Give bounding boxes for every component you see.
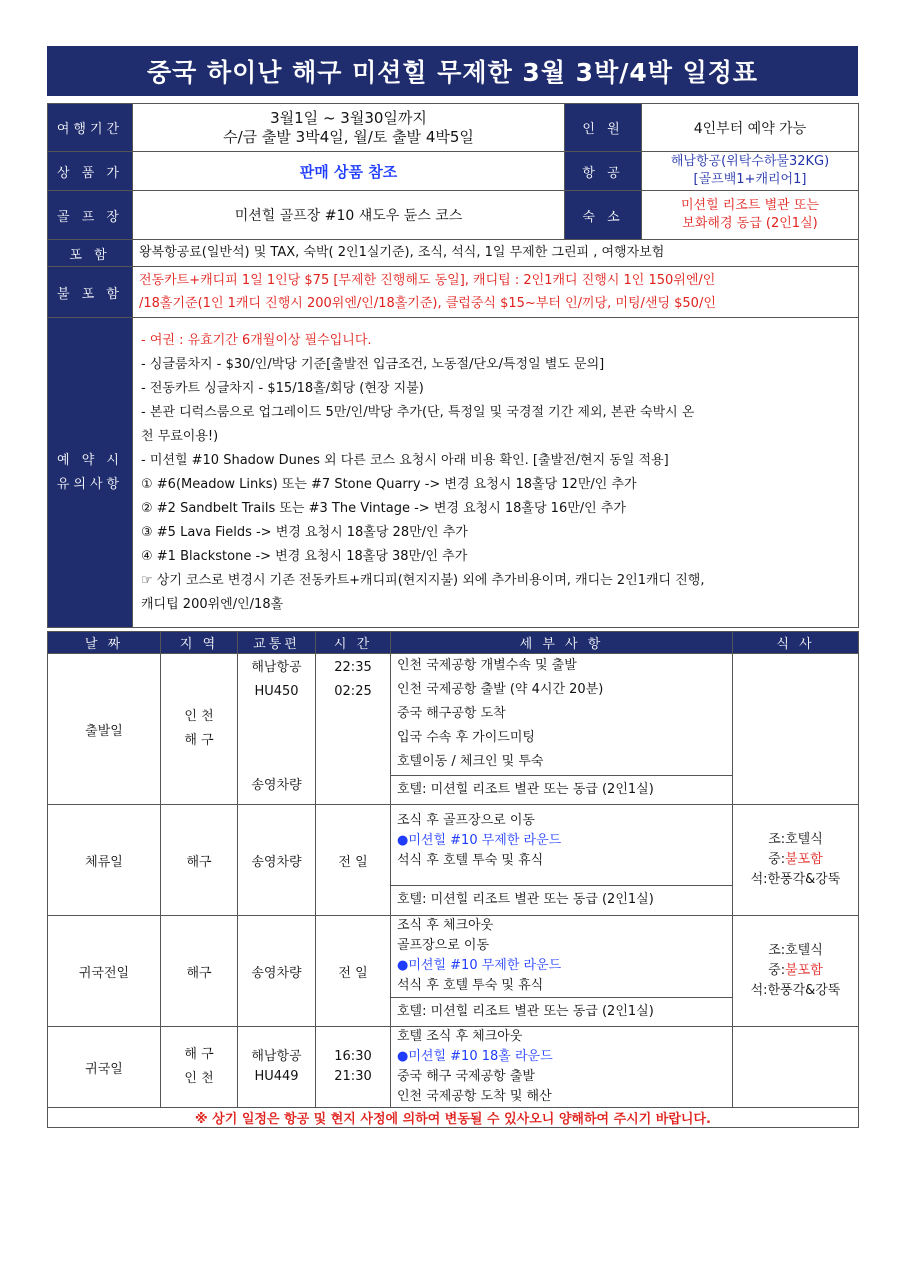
schedule-row-day2: [48, 805, 859, 916]
schedule-table: [47, 631, 859, 1128]
day2-hotel: 호텔: 미션힐 리조트 별관 또는 동급 (2인1실): [391, 885, 732, 914]
page-title: 중국 하이난 해구 미션힐 무제한 3월 3박/4박 일정표: [47, 46, 858, 96]
day1-transport3: 송영차량: [251, 778, 302, 793]
notes-list: [133, 318, 859, 628]
day3-name: 귀국전일: [48, 916, 161, 1027]
day4-time1: 16:30: [334, 1049, 372, 1064]
detail-line: 인천 국제공항 개별수속 및 출발: [397, 658, 577, 673]
day4-name: 귀국일: [48, 1027, 161, 1108]
airline-line2: [골프백1+캐리어1]: [693, 172, 807, 187]
people-label: 인 원: [565, 104, 642, 152]
notes-label-line2: 유의사항: [56, 476, 124, 492]
detail-line: 호텔이동 / 체크인 및 투숙: [397, 754, 544, 769]
day2-time: 전 일: [316, 805, 391, 916]
price-label: 상 품 가: [48, 152, 133, 191]
footnote: ※ 상기 일정은 항공 및 현지 사정에 의하여 변동될 수 있사오니 양해하여 주시기 바랍니다.: [48, 1108, 859, 1128]
people-value: 4인부터 예약 가능: [642, 104, 859, 152]
day1-transport2: HU450: [254, 684, 299, 699]
day1-region1: 인 천: [184, 709, 214, 724]
day3-meal-lunch: 중:불포함: [768, 963, 823, 978]
header-time: 시 간: [316, 632, 391, 654]
exclude-line1: 전동카트+캐디피 1일 1인당 $75 [무제한 진행해도 동일], 캐디팁 : 2인1캐디 진행시 1인 150위엔/인: [139, 273, 716, 288]
day2-details: [391, 805, 733, 916]
day2-region: 해구: [161, 805, 238, 916]
day3-details: [391, 916, 733, 1027]
header-meal: 식 사: [733, 632, 859, 654]
day4-transport: [238, 1027, 316, 1108]
detail-line: ●미션힐 #10 18홀 라운드: [397, 1049, 553, 1064]
day1-hotel: 호텔: 미션힐 리조트 별관 또는 동급 (2인1실): [391, 775, 732, 804]
day1-meal: [733, 654, 859, 805]
header-region: 지 역: [161, 632, 238, 654]
day3-time: 전 일: [316, 916, 391, 1027]
day3-meal-breakfast: 조:호텔식: [768, 943, 823, 958]
hotel-label: 숙 소: [565, 191, 642, 240]
day1-region2: 해 구: [184, 733, 214, 748]
period-line1: 3월1일 ~ 3월30일까지: [270, 108, 427, 127]
day2-meal-lunch-value: 불포함: [785, 852, 823, 867]
day1-details: [391, 654, 733, 805]
info-table: [47, 103, 859, 628]
header-details: 세 부 사 항: [391, 632, 733, 654]
period-line2: 수/금 출발 3박4일, 월/토 출발 4박5일: [223, 127, 474, 146]
note-item: ① #6(Meadow Links) 또는 #7 Stone Quarry -> 변경 요청시 18홀당 12만/인 추가: [141, 476, 637, 492]
note-item: ③ #5 Lava Fields -> 변경 요청시 18홀당 28만/인 추가: [141, 524, 468, 540]
detail-line: 입국 수속 후 가이드미팅: [397, 730, 535, 745]
day1-name: 출발일: [48, 654, 161, 805]
day4-region: [161, 1027, 238, 1108]
note-item: ☞ 상기 코스로 변경시 기존 전동카트+캐디피(현지지불) 외에 추가비용이며, 캐디는 2인1캐디 진행,: [141, 572, 705, 588]
day4-time2: 21:30: [334, 1069, 372, 1084]
day3-hotel: 호텔: 미션힐 리조트 별관 또는 동급 (2인1실): [391, 997, 732, 1026]
schedule-row-day3: [48, 916, 859, 1027]
detail-line: 중국 해구 국제공항 출발: [397, 1069, 535, 1084]
period-label: 여행기간: [48, 104, 133, 152]
detail-line: 골프장으로 이동: [397, 938, 490, 953]
detail-line: ●미션힐 #10 무제한 라운드: [397, 833, 562, 848]
note-item: ② #2 Sandbelt Trails 또는 #3 The Vintage -> 변경 요청시 18홀당 16만/인 추가: [141, 500, 626, 516]
price-value: 판매 상품 참조: [299, 162, 398, 181]
golf-label: 골 프 장: [48, 191, 133, 240]
notes-label: [48, 318, 133, 628]
day2-meal-dinner: 석:한풍각&강뚝: [750, 872, 841, 887]
day2-meal-lunch: 중:불포함: [768, 852, 823, 867]
day4-details: [391, 1027, 733, 1108]
exclude-value: [133, 267, 859, 318]
day3-region: 해구: [161, 916, 238, 1027]
hotel-value: [642, 191, 859, 240]
day3-meal-lunch-value: 불포함: [785, 963, 823, 978]
day4-region1: 해 구: [184, 1047, 214, 1062]
detail-line: ●미션힐 #10 무제한 라운드: [397, 958, 562, 973]
hotel-line2: 보화해경 동급 (2인1실): [682, 216, 818, 231]
note-item: 천 무료이용!): [141, 428, 219, 444]
day1-time2: 02:25: [334, 684, 372, 699]
day4-meal: [733, 1027, 859, 1108]
note-item: - 본관 디럭스룸으로 업그레이드 5만/인/박당 추가(단, 특정일 및 국경절 기간 제외, 본관 숙박시 온: [141, 404, 695, 420]
day2-name: 체류일: [48, 805, 161, 916]
day4-transport2: HU449: [254, 1069, 299, 1084]
airline-label: 항 공: [565, 152, 642, 191]
note-item: - 미션힐 #10 Shadow Dunes 외 다른 코스 요청시 아래 비용 확인. [출발전/현지 동일 적용]: [141, 452, 669, 468]
day2-meal: [733, 805, 859, 916]
day1-transport1: 해남항공: [251, 660, 302, 675]
day4-region2: 인 천: [184, 1071, 214, 1086]
golf-value: 미션힐 골프장 #10 섀도우 듄스 코스: [133, 191, 565, 240]
detail-line: 조식 후 체크아웃: [397, 918, 494, 933]
note-item: - 여권 : 유효기간 6개월이상 필수입니다.: [141, 332, 372, 348]
exclude-label: 불 포 함: [48, 267, 133, 318]
schedule-row-day1: [48, 654, 859, 805]
day2-meal-breakfast: 조:호텔식: [768, 832, 823, 847]
note-item: ④ #1 Blackstone -> 변경 요청시 18홀당 38만/인 추가: [141, 548, 468, 564]
note-item: - 전동카트 싱글차지 - $15/18홀/회당 (현장 지불): [141, 380, 424, 396]
include-value: 왕복항공료(일반석) 및 TAX, 숙박( 2인1실기준), 조식, 석식, 1일 무제한 그린피 , 여행자보험: [133, 240, 859, 267]
hotel-line1: 미션힐 리조트 별관 또는: [681, 198, 819, 213]
header-transport: 교통편: [238, 632, 316, 654]
note-item: 캐디팁 200위엔/인/18홀: [141, 596, 284, 612]
day1-time1: 22:35: [334, 660, 372, 675]
schedule-row-day4: [48, 1027, 859, 1108]
day3-transport: 송영차량: [238, 916, 316, 1027]
detail-line: 석식 후 호텔 투숙 및 휴식: [397, 978, 544, 993]
day3-meal: [733, 916, 859, 1027]
detail-line: 인천 국제공항 출발 (약 4시간 20분): [397, 682, 604, 697]
day3-meal-dinner: 석:한풍각&강뚝: [750, 983, 841, 998]
day4-time: [316, 1027, 391, 1108]
airline-line1: 해남항공(위탁수하물32KG): [670, 154, 830, 169]
period-value: [133, 104, 565, 152]
day1-transport: [238, 654, 316, 805]
day1-time: [316, 654, 391, 805]
detail-line: 석식 후 호텔 투숙 및 휴식: [397, 853, 544, 868]
detail-line: 중국 해구공항 도착: [397, 706, 506, 721]
day2-transport: 송영차량: [238, 805, 316, 916]
header-date: 날 짜: [48, 632, 161, 654]
day4-transport1: 해남항공: [251, 1049, 302, 1064]
day1-region: [161, 654, 238, 805]
detail-line: 조식 후 골프장으로 이동: [397, 813, 535, 828]
exclude-line2: /18홀기준(1인 1캐디 진행시 200위엔/인/18홀기준), 클럽중식 $15~부터 인/끼당, 미팅/샌딩 $50/인: [139, 296, 716, 311]
note-item: - 싱글룸차지 - $30/인/박당 기준[출발전 입금조건, 노동절/단오/특정일 별도 문의]: [141, 356, 605, 372]
include-label: 포 함: [48, 240, 133, 267]
airline-value: [642, 152, 859, 191]
detail-line: 인천 국제공항 도착 및 해산: [397, 1089, 552, 1104]
notes-label-line1: 예 약 시: [57, 452, 123, 468]
detail-line: 호텔 조식 후 체크아웃: [397, 1029, 523, 1044]
